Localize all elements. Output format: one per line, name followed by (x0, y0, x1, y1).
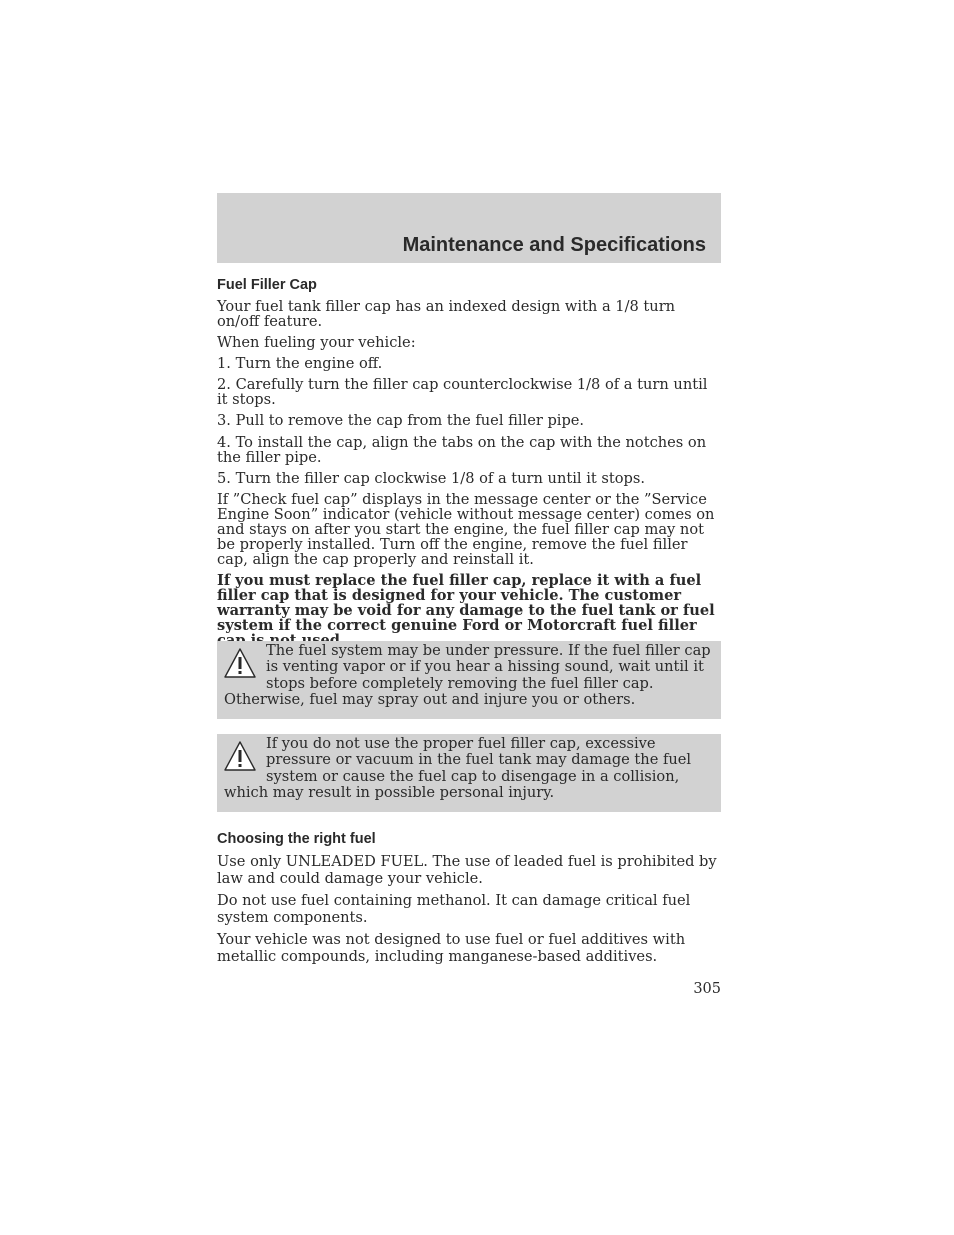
intro-paragraph: Your fuel tank filler cap has an indexed design with a 1/8 turn on/off feature. (217, 298, 676, 330)
warning-triangle-icon (224, 740, 256, 772)
step-1: 1. Turn the engine off. (217, 355, 383, 372)
page-number: 305 (693, 981, 721, 997)
step-5: 5. Turn the filler cap clockwise 1/8 of a turn until it stops. (217, 470, 645, 487)
section-choosing-fuel (217, 831, 721, 965)
check-fuel-cap-note: If ”Check fuel cap” displays in the message center or the ”Service Engine Soon” indicator (vehicle without message center) comes on and stays on after you start the engine, the fuel filler cap may not be properly installed. Turn off the engine, remove the fuel filler cap, align the cap properly and reinstall it. (217, 491, 715, 568)
warning-text-pressure: The fuel system may be under pressure. If the fuel filler cap is venting vapor or if you hear a hissing sound, wait until it stops before completely removing the fuel filler cap. Otherwise, fuel may spray out and injure you or others. (224, 642, 711, 709)
section-title: Maintenance and Specifications (402, 234, 706, 256)
choosing-fuel-heading: Choosing the right fuel (217, 831, 376, 847)
section-fuel-filler-cap (217, 276, 721, 648)
warning-box-proper-cap (217, 734, 721, 812)
fuel-filler-cap-heading: Fuel Filler Cap (217, 277, 317, 293)
replacement-cap-note: If you must replace the fuel filler cap, replace it with a fuel filler cap that is designed for your vehicle. The customer warranty may be void for any damage to the fuel tank or fuel system if the correct genuine Ford or Motorcraft fuel filler (217, 572, 715, 634)
warning-triangle-icon (224, 647, 256, 679)
unleaded-paragraph: Use only UNLEADED FUEL. The use of leaded fuel is prohibited by law and could damage your vehicle. (217, 853, 717, 887)
step-2: 2. Carefully turn the filler cap counterclockwise 1/8 of a turn until it stops. (217, 376, 708, 408)
methanol-paragraph: Do not use fuel containing methanol. It can damage critical fuel system components. (217, 892, 691, 926)
metallic-additives-paragraph: Your vehicle was not designed to use fuel or fuel additives with metallic compounds, including manganese-based additives. (217, 931, 686, 965)
warning-box-pressure (217, 641, 721, 719)
section-header-band (217, 193, 721, 263)
fueling-lead: When fueling your vehicle: (217, 334, 416, 351)
step-4: 4. To install the cap, align the tabs on the cap with the notches on the filler pipe. (217, 434, 707, 466)
step-3: 3. Pull to remove the cap from the fuel filler pipe. (217, 412, 585, 429)
warning-text-proper-cap: If you do not use the proper fuel filler cap, excessive pressure or vacuum in the fuel tank may damage the fuel system or cause the fuel cap to disengage in a collision, which may result in possible personal injury. (224, 735, 692, 802)
